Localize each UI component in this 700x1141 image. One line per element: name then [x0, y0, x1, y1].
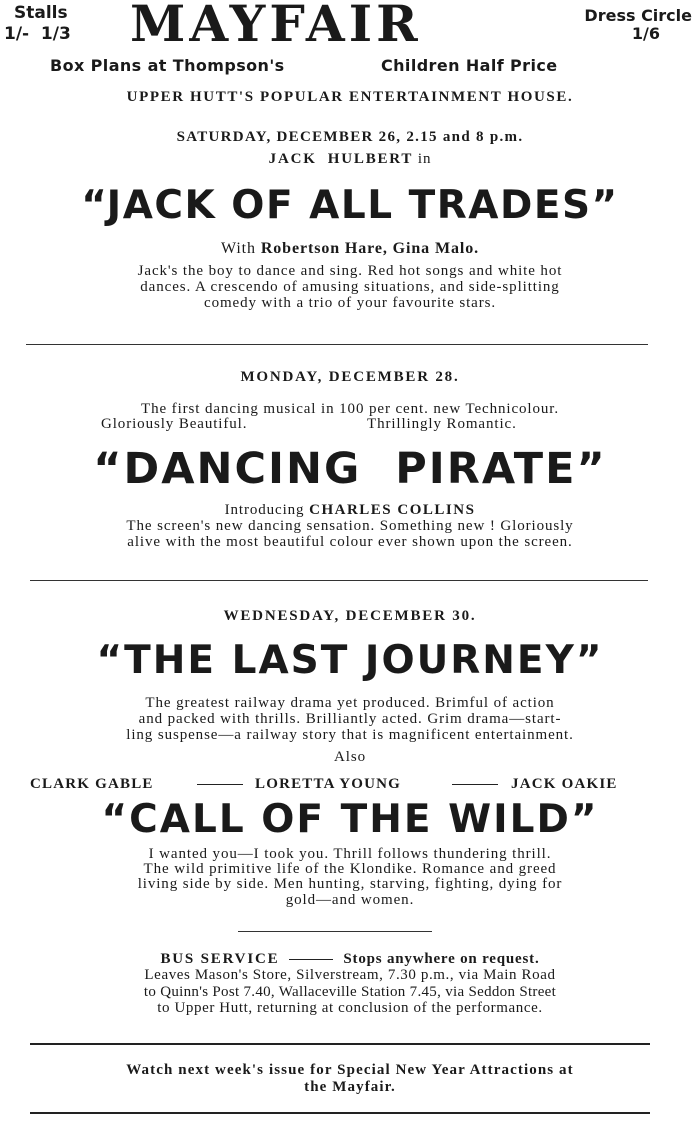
divider-4	[30, 1043, 650, 1045]
cinema-name: MAYFAIR	[130, 0, 422, 53]
monday-date: MONDAY, DECEMBER 28.	[240, 369, 460, 385]
divider-2	[30, 580, 648, 581]
cast-clark-gable: CLARK GABLE	[30, 776, 154, 792]
monday-line-2a: Gloriously Beautiful.	[101, 416, 248, 432]
divider-5	[30, 1112, 650, 1114]
saturday-film-title: “JACK OF ALL TRADES”	[81, 183, 619, 228]
dress-circle-price: 1/6	[631, 24, 660, 43]
children-half-price: Children Half Price	[381, 56, 558, 75]
saturday-with-prefix: With	[220, 240, 256, 257]
divider-1	[26, 344, 648, 345]
stalls-prices: 1/- 1/3	[4, 24, 71, 44]
monday-intro-name: CHARLES COLLINS	[309, 502, 476, 518]
cast-jack-oakie: JACK OAKIE	[511, 776, 618, 792]
bus-line-3: to Upper Hutt, returning at conclusion of the performance.	[157, 1000, 543, 1016]
bus-service	[0, 951, 700, 968]
saturday-desc-3: comedy with a trio of your favourite stars.	[204, 295, 496, 311]
wednesday-desc2-3: living side by side. Men hunting, starving, fighting, dying for	[137, 876, 563, 892]
saturday-with	[0, 241, 700, 257]
cast-dash-2	[452, 784, 498, 785]
wednesday-film-title-2: “CALL OF THE WILD”	[101, 797, 599, 842]
wednesday-film-title: “THE LAST JOURNEY”	[96, 638, 604, 683]
wednesday-desc-2: and packed with thrills. Brilliantly acted. Grim drama—start-	[138, 711, 562, 727]
saturday-date: SATURDAY, DECEMBER 26, 2.15 and 8 p.m.	[176, 129, 524, 145]
saturday-with-cast: Robertson Hare, Gina Malo.	[260, 240, 480, 257]
wednesday-date: WEDNESDAY, DECEMBER 30.	[223, 608, 477, 624]
wednesday-desc-1: The greatest railway drama yet produced. Brimful of action	[145, 695, 555, 711]
footer-line-1: Watch next week's issue for Special New Year Attractions at	[126, 1062, 574, 1078]
bus-service-dash	[289, 959, 333, 960]
dress-circle-label: Dress Circle	[584, 6, 692, 25]
saturday-star-name: JACK HULBERT	[268, 151, 414, 167]
monday-desc-2: alive with the most beautiful colour ever shown upon the screen.	[127, 534, 573, 550]
monday-intro-prefix: Introducing	[224, 502, 305, 518]
saturday-desc-1: Jack's the boy to dance and sing. Red hot songs and white hot	[137, 263, 563, 279]
bus-service-stops: Stops anywhere on request.	[343, 951, 540, 967]
saturday-star	[0, 152, 700, 168]
cast-loretta-young: LORETTA YOUNG	[255, 776, 402, 792]
bus-service-label: BUS SERVICE	[160, 951, 280, 967]
wednesday-desc2-4: gold—and women.	[285, 892, 415, 908]
bus-line-1: Leaves Mason's Store, Silverstream, 7.30 p.m., via Main Road	[144, 967, 556, 983]
wednesday-desc-3: ling suspense—a railway story that is magnificent entertainment.	[126, 727, 574, 743]
divider-3	[238, 931, 432, 932]
saturday-desc-2: dances. A crescendo of amusing situations, and side-splitting	[140, 279, 560, 295]
wednesday-desc2-2: The wild primitive life of the Klondike. Romance and greed	[143, 861, 557, 877]
saturday-star-suffix: in	[417, 151, 432, 167]
monday-desc-1: The screen's new dancing sensation. Something new ! Gloriously	[126, 518, 574, 534]
monday-intro	[0, 503, 700, 519]
monday-line-2b: Thrillingly Romantic.	[367, 416, 517, 432]
cast-dash-1	[197, 784, 243, 785]
box-plans: Box Plans at Thompson's	[50, 56, 285, 75]
wednesday-also: Also	[334, 749, 366, 765]
wednesday-desc2-1: I wanted you—I took you. Thrill follows thundering thrill.	[148, 846, 552, 862]
stalls-label: Stalls	[14, 3, 68, 23]
bus-line-2: to Quinn's Post 7.40, Wallaceville Station 7.45, via Seddon Street	[143, 984, 557, 1000]
tagline: UPPER HUTT'S POPULAR ENTERTAINMENT HOUSE.	[126, 89, 574, 105]
monday-film-title: “DANCING PIRATE”	[93, 444, 607, 494]
footer-line-2: the Mayfair.	[304, 1079, 396, 1095]
monday-line-1: The first dancing musical in 100 per cent. new Technicolour.	[141, 401, 559, 417]
